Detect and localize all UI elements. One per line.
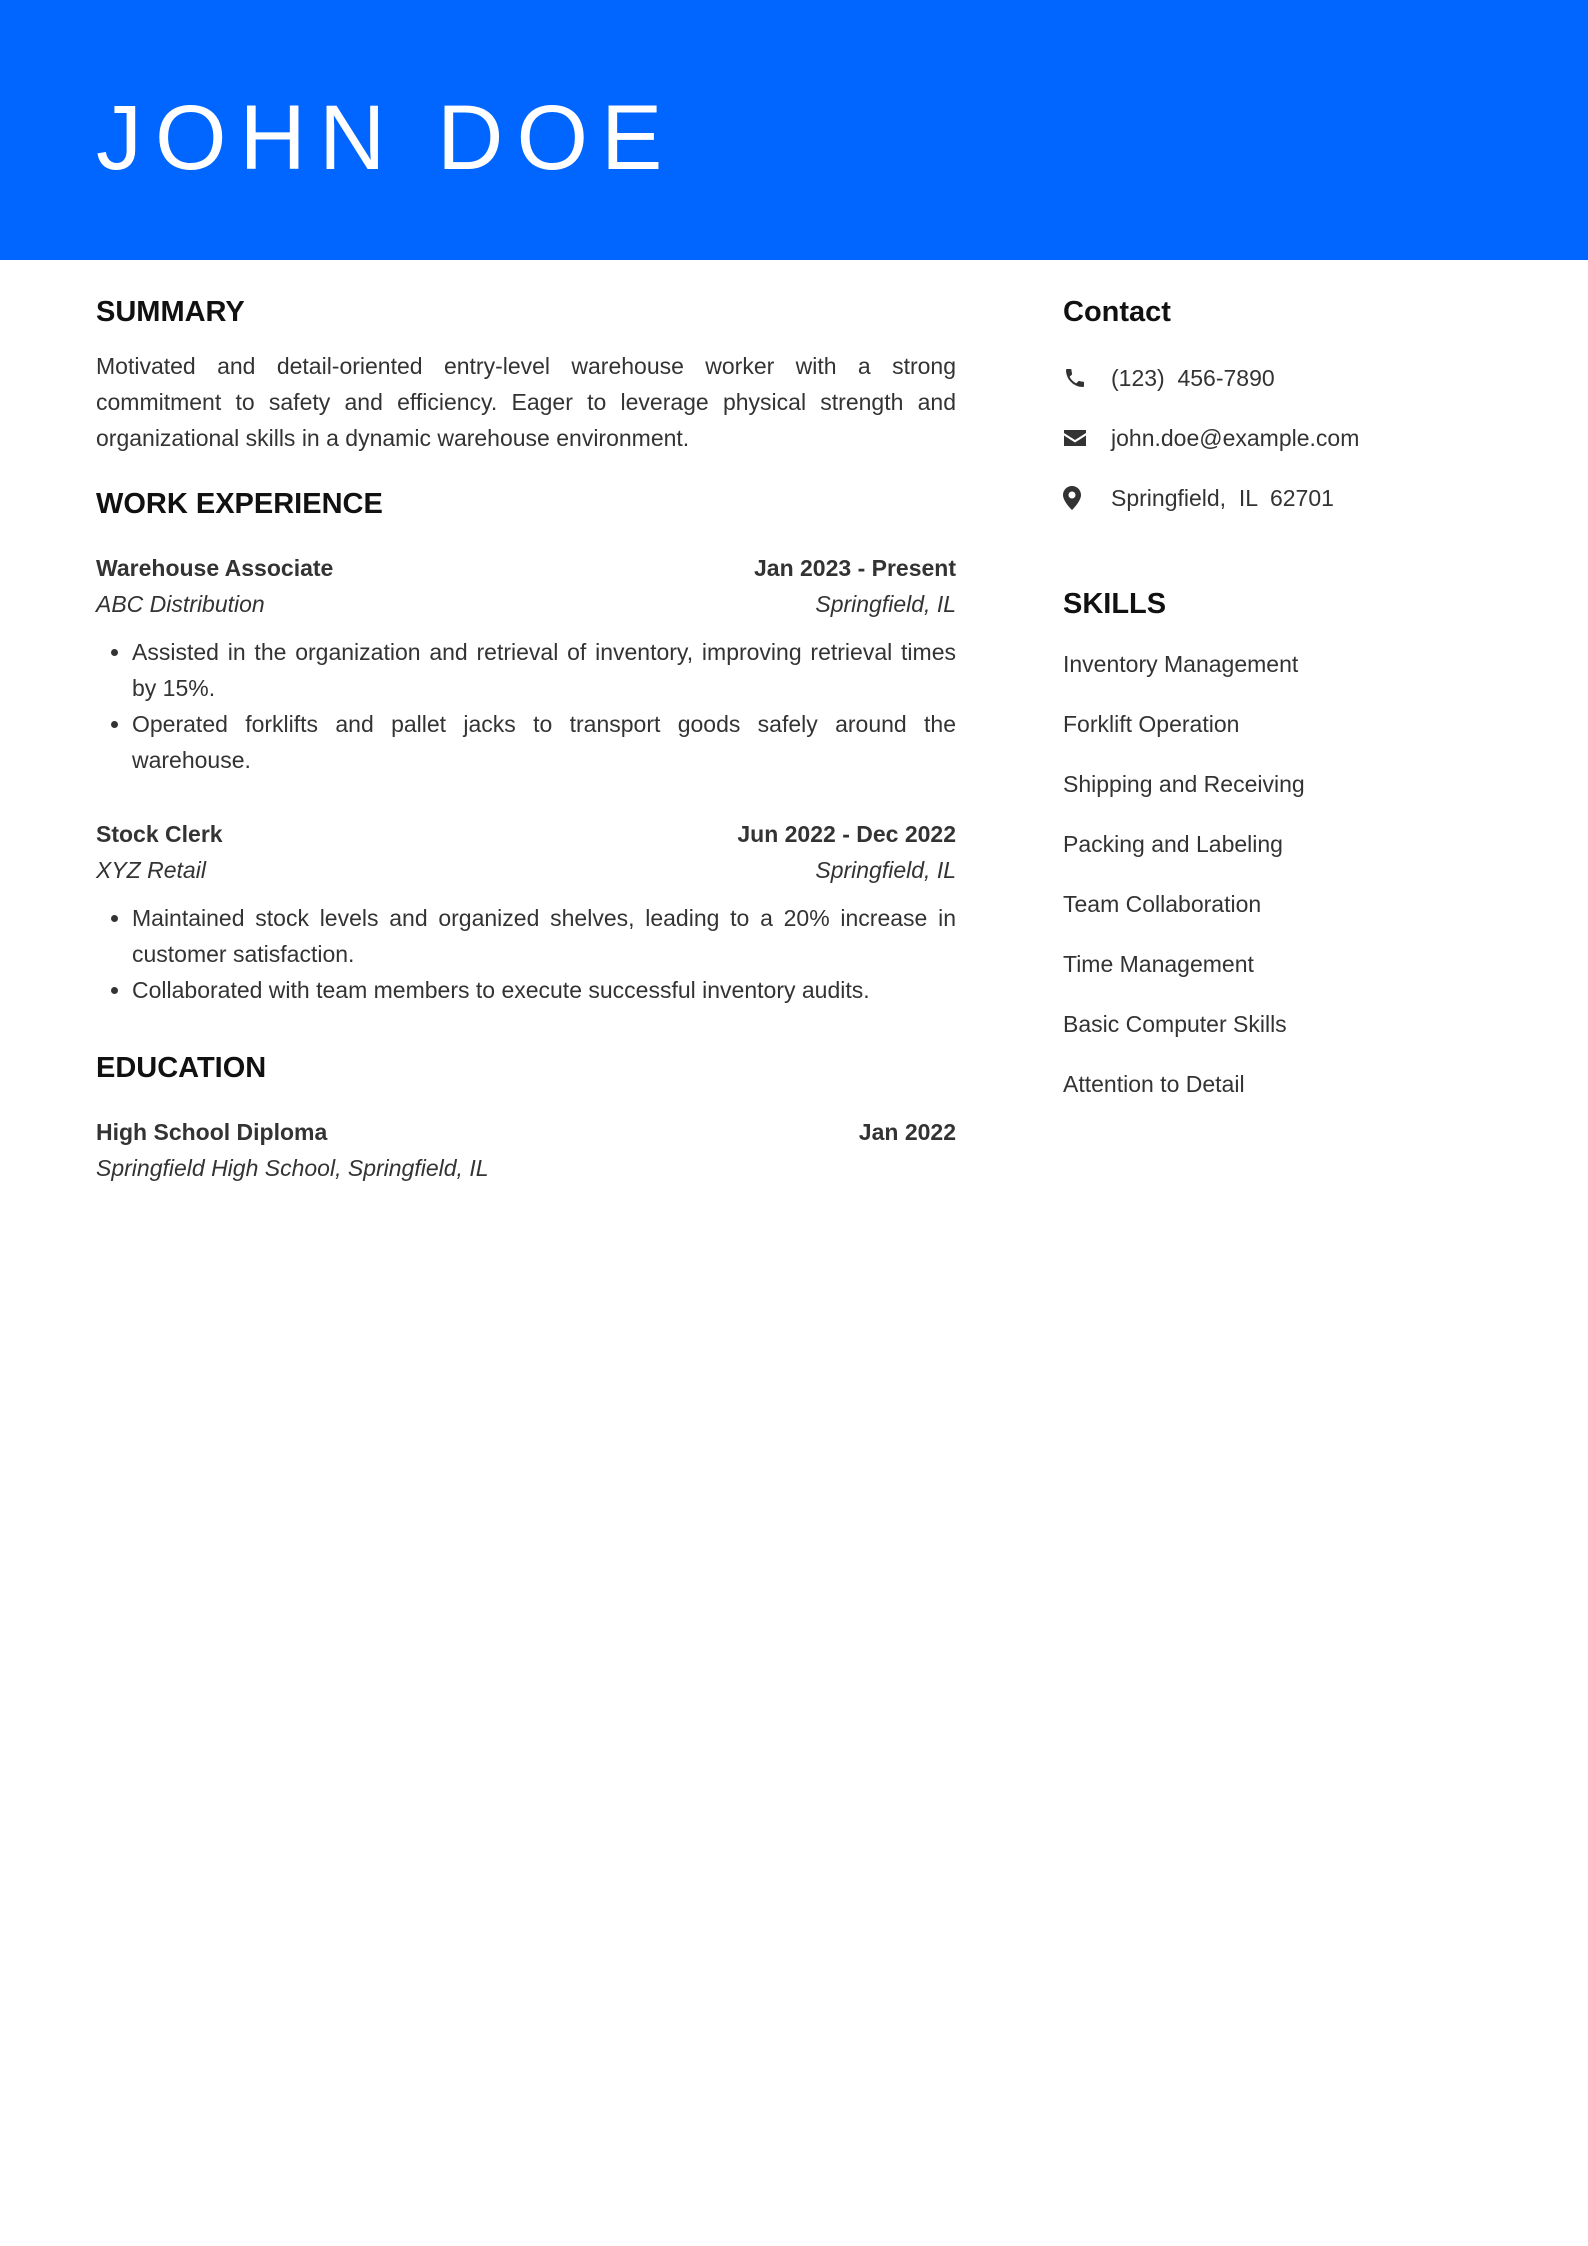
job-entry — [96, 550, 956, 778]
education-degree: High School Diploma — [96, 1119, 328, 1145]
contact-email — [1063, 408, 1483, 468]
contact-email-text: john.doe@example.com — [1111, 424, 1360, 451]
education-school: Springfield High School, Springfield, IL — [96, 1155, 489, 1181]
job-bullet: • Assisted in the organization and retrieval of inventory, improving retrieval times by 15%. — [132, 634, 956, 706]
summary-title: SUMMARY — [96, 296, 245, 328]
job-bullets — [96, 900, 956, 1008]
skill-item: Attention to Detail — [1063, 1071, 1245, 1097]
job-role: Stock Clerk — [96, 821, 223, 847]
education-entry — [96, 1114, 956, 1186]
job-company: ABC Distribution — [96, 591, 265, 617]
header-banner — [0, 0, 1588, 260]
candidate-name: JOHN DOE — [96, 87, 676, 189]
contact-phone-text: (123) 456-7890 — [1111, 364, 1275, 391]
skill-item: Packing and Labeling — [1063, 831, 1283, 857]
contact-list — [1063, 348, 1483, 528]
contact-title: Contact — [1063, 296, 1171, 328]
job-location: Springfield, IL — [815, 857, 956, 883]
job-location: Springfield, IL — [815, 591, 956, 617]
skill-item: Time Management — [1063, 951, 1254, 977]
job-dates: Jun 2022 - Dec 2022 — [737, 821, 956, 847]
phone-icon — [1063, 363, 1093, 393]
job-company: XYZ Retail — [96, 857, 206, 883]
skill-item: Team Collaboration — [1063, 891, 1262, 917]
job-bullets — [96, 634, 956, 778]
sidebar-column — [1063, 288, 1483, 1114]
contact-location-text: Springfield, IL 62701 — [1111, 484, 1334, 511]
skills-title: SKILLS — [1063, 588, 1167, 620]
work-experience-title: WORK EXPERIENCE — [96, 488, 383, 520]
contact-phone — [1063, 348, 1483, 408]
education-title: EDUCATION — [96, 1052, 267, 1084]
skills-list — [1063, 634, 1483, 1114]
job-bullet: • Maintained stock levels and organized shelves, leading to a 20% increase in customer satisfaction. — [132, 900, 956, 972]
job-bullet: • Operated forklifts and pallet jacks to transport goods safely around the warehouse. — [132, 706, 956, 778]
contact-location — [1063, 468, 1483, 528]
job-dates: Jan 2023 - Present — [753, 555, 956, 581]
skill-item: Inventory Management — [1063, 651, 1299, 677]
main-column — [96, 288, 956, 1186]
job-entry — [96, 816, 956, 1008]
skill-item: Shipping and Receiving — [1063, 771, 1305, 797]
envelope-icon — [1063, 423, 1093, 453]
education-date: Jan 2022 — [858, 1119, 956, 1145]
skill-item: Basic Computer Skills — [1063, 1011, 1287, 1037]
skill-item: Forklift Operation — [1063, 711, 1240, 737]
map-pin-icon — [1063, 483, 1093, 513]
job-bullet: • Collaborated with team members to execute successful inventory audits. — [132, 972, 956, 1008]
job-role: Warehouse Associate — [96, 555, 334, 581]
summary-text: Motivated and detail-oriented entry-level warehouse worker with a strong commitment to safety and efficiency. Eager to leverage physical strength and organizational skills in a dynamic warehouse environment. — [96, 353, 956, 451]
